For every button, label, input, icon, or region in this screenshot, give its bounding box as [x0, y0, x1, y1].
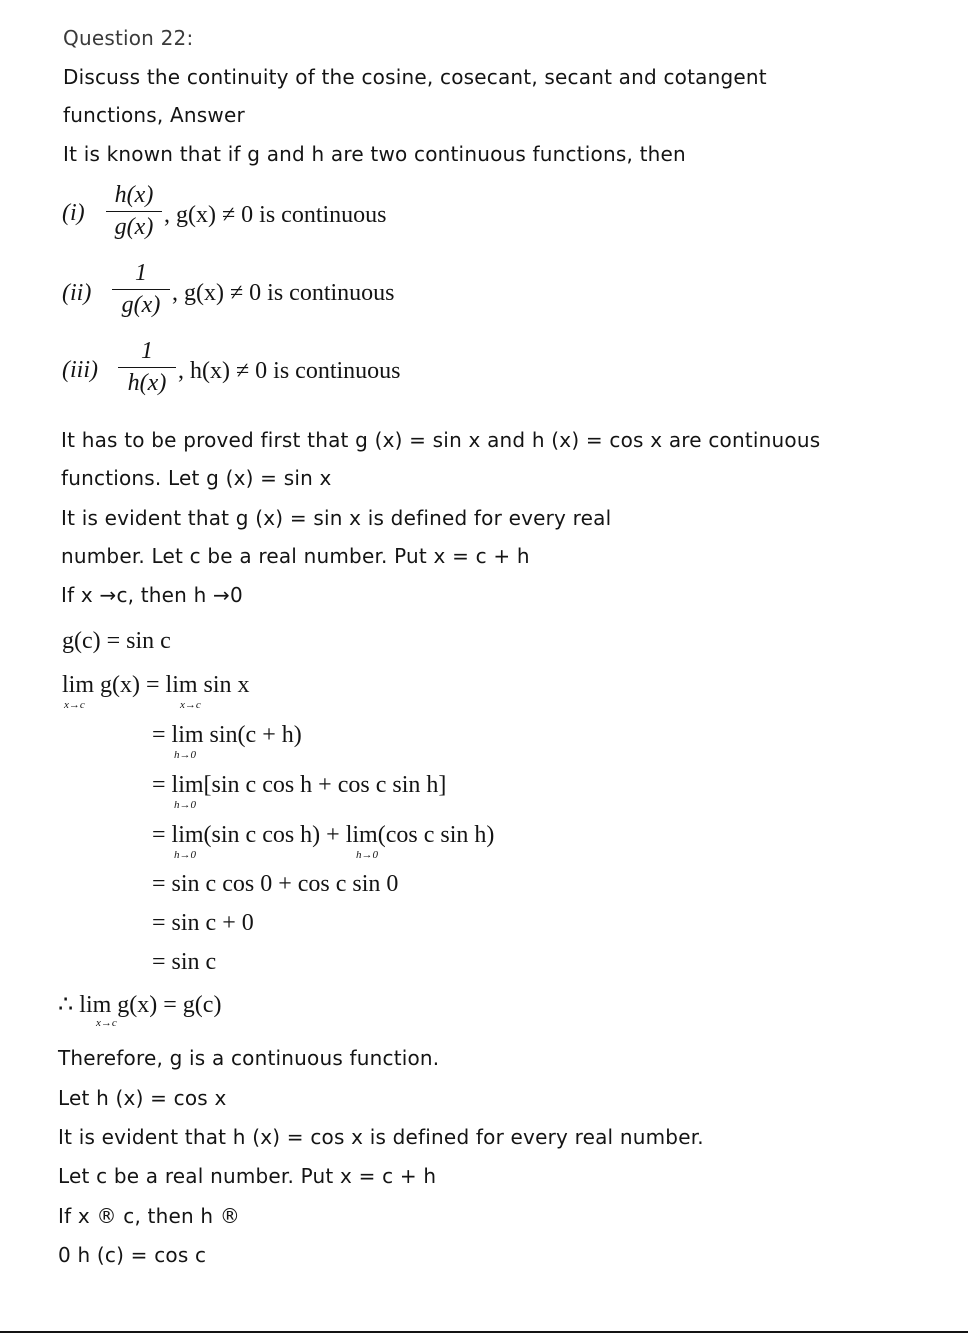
equation-g-of-c: g(c) = sin c — [62, 628, 171, 654]
limit-subscript: x→c — [96, 1017, 117, 1029]
proof-cos-line-1: Therefore, g is a continuous function. — [58, 1046, 440, 1070]
fraction-bar — [118, 367, 176, 368]
proof-sin-line-2: functions. Let g (x) = sin x — [61, 466, 332, 490]
fraction-denominator: h(x) — [127, 370, 167, 396]
equation-step-4: = sin c cos 0 + cos c sin 0 — [152, 871, 399, 897]
case-iii-condition: , h(x) ≠ 0 is continuous — [178, 358, 401, 384]
proof-cos-line-5: If x ® c, then h ® — [58, 1204, 241, 1228]
limit-subscript: h→0 — [174, 849, 196, 861]
case-iii-fraction — [118, 338, 176, 397]
equation-step-1: = lim sin(c + h) — [152, 722, 302, 748]
fraction-denominator: g(x) — [121, 292, 161, 318]
fraction-bar — [112, 289, 170, 290]
limit-subscript: h→0 — [356, 849, 378, 861]
intro-line-1: Discuss the continuity of the cosine, cosecant, secant and cotangent — [63, 65, 767, 89]
case-iii-label: (iii) — [62, 357, 98, 383]
case-ii-fraction — [112, 260, 170, 319]
equation-step-2: = lim[sin c cos h + cos c sin h] — [152, 772, 447, 798]
case-i-fraction — [106, 182, 162, 241]
equation-step-3: = lim(sin c cos h) + lim(cos c sin h) — [152, 822, 495, 848]
intro-line-2: functions, Answer — [63, 103, 245, 127]
proof-cos-line-2: Let h (x) = cos x — [58, 1086, 227, 1110]
fraction-denominator: g(x) — [114, 214, 154, 240]
limit-subscript: h→0 — [174, 799, 196, 811]
equation-step-5: = sin c + 0 — [152, 910, 254, 936]
intro-line-3: It is known that if g and h are two continuous functions, then — [63, 142, 686, 166]
proof-sin-line-4: number. Let c be a real number. Put x = c + h — [61, 544, 530, 568]
question-label: Question 22: — [63, 26, 194, 50]
equation-step-6: = sin c — [152, 949, 217, 975]
limit-subscript: x→c — [180, 699, 201, 711]
limit-subscript: h→0 — [174, 749, 196, 761]
proof-cos-line-6: 0 h (c) = cos c — [58, 1243, 207, 1267]
fraction-numerator: 1 — [135, 260, 147, 286]
proof-cos-line-3: It is evident that h (x) = cos x is defined for every real number. — [58, 1125, 704, 1149]
proof-cos-line-4: Let c be a real number. Put x = c + h — [58, 1164, 437, 1188]
proof-sin-line-5: If x →c, then h →0 — [61, 583, 243, 607]
limit-subscript: x→c — [64, 699, 85, 711]
proof-sin-line-1: It has to be proved first that g (x) = sin x and h (x) = cos x are continuous — [61, 428, 821, 452]
equation-limit-g: lim g(x) = lim sin x — [62, 672, 250, 698]
page-bottom-rule — [0, 1331, 968, 1333]
case-i-condition: , g(x) ≠ 0 is continuous — [164, 202, 387, 228]
case-ii-condition: , g(x) ≠ 0 is continuous — [172, 280, 395, 306]
proof-sin-line-3: It is evident that g (x) = sin x is defined for every real — [61, 506, 612, 530]
equation-conclusion: ∴ lim g(x) = g(c) — [58, 992, 222, 1018]
case-ii-label: (ii) — [62, 280, 92, 306]
case-i-label: (i) — [62, 200, 85, 226]
fraction-numerator: 1 — [141, 338, 153, 364]
fraction-bar — [106, 211, 162, 212]
fraction-numerator: h(x) — [114, 182, 154, 208]
